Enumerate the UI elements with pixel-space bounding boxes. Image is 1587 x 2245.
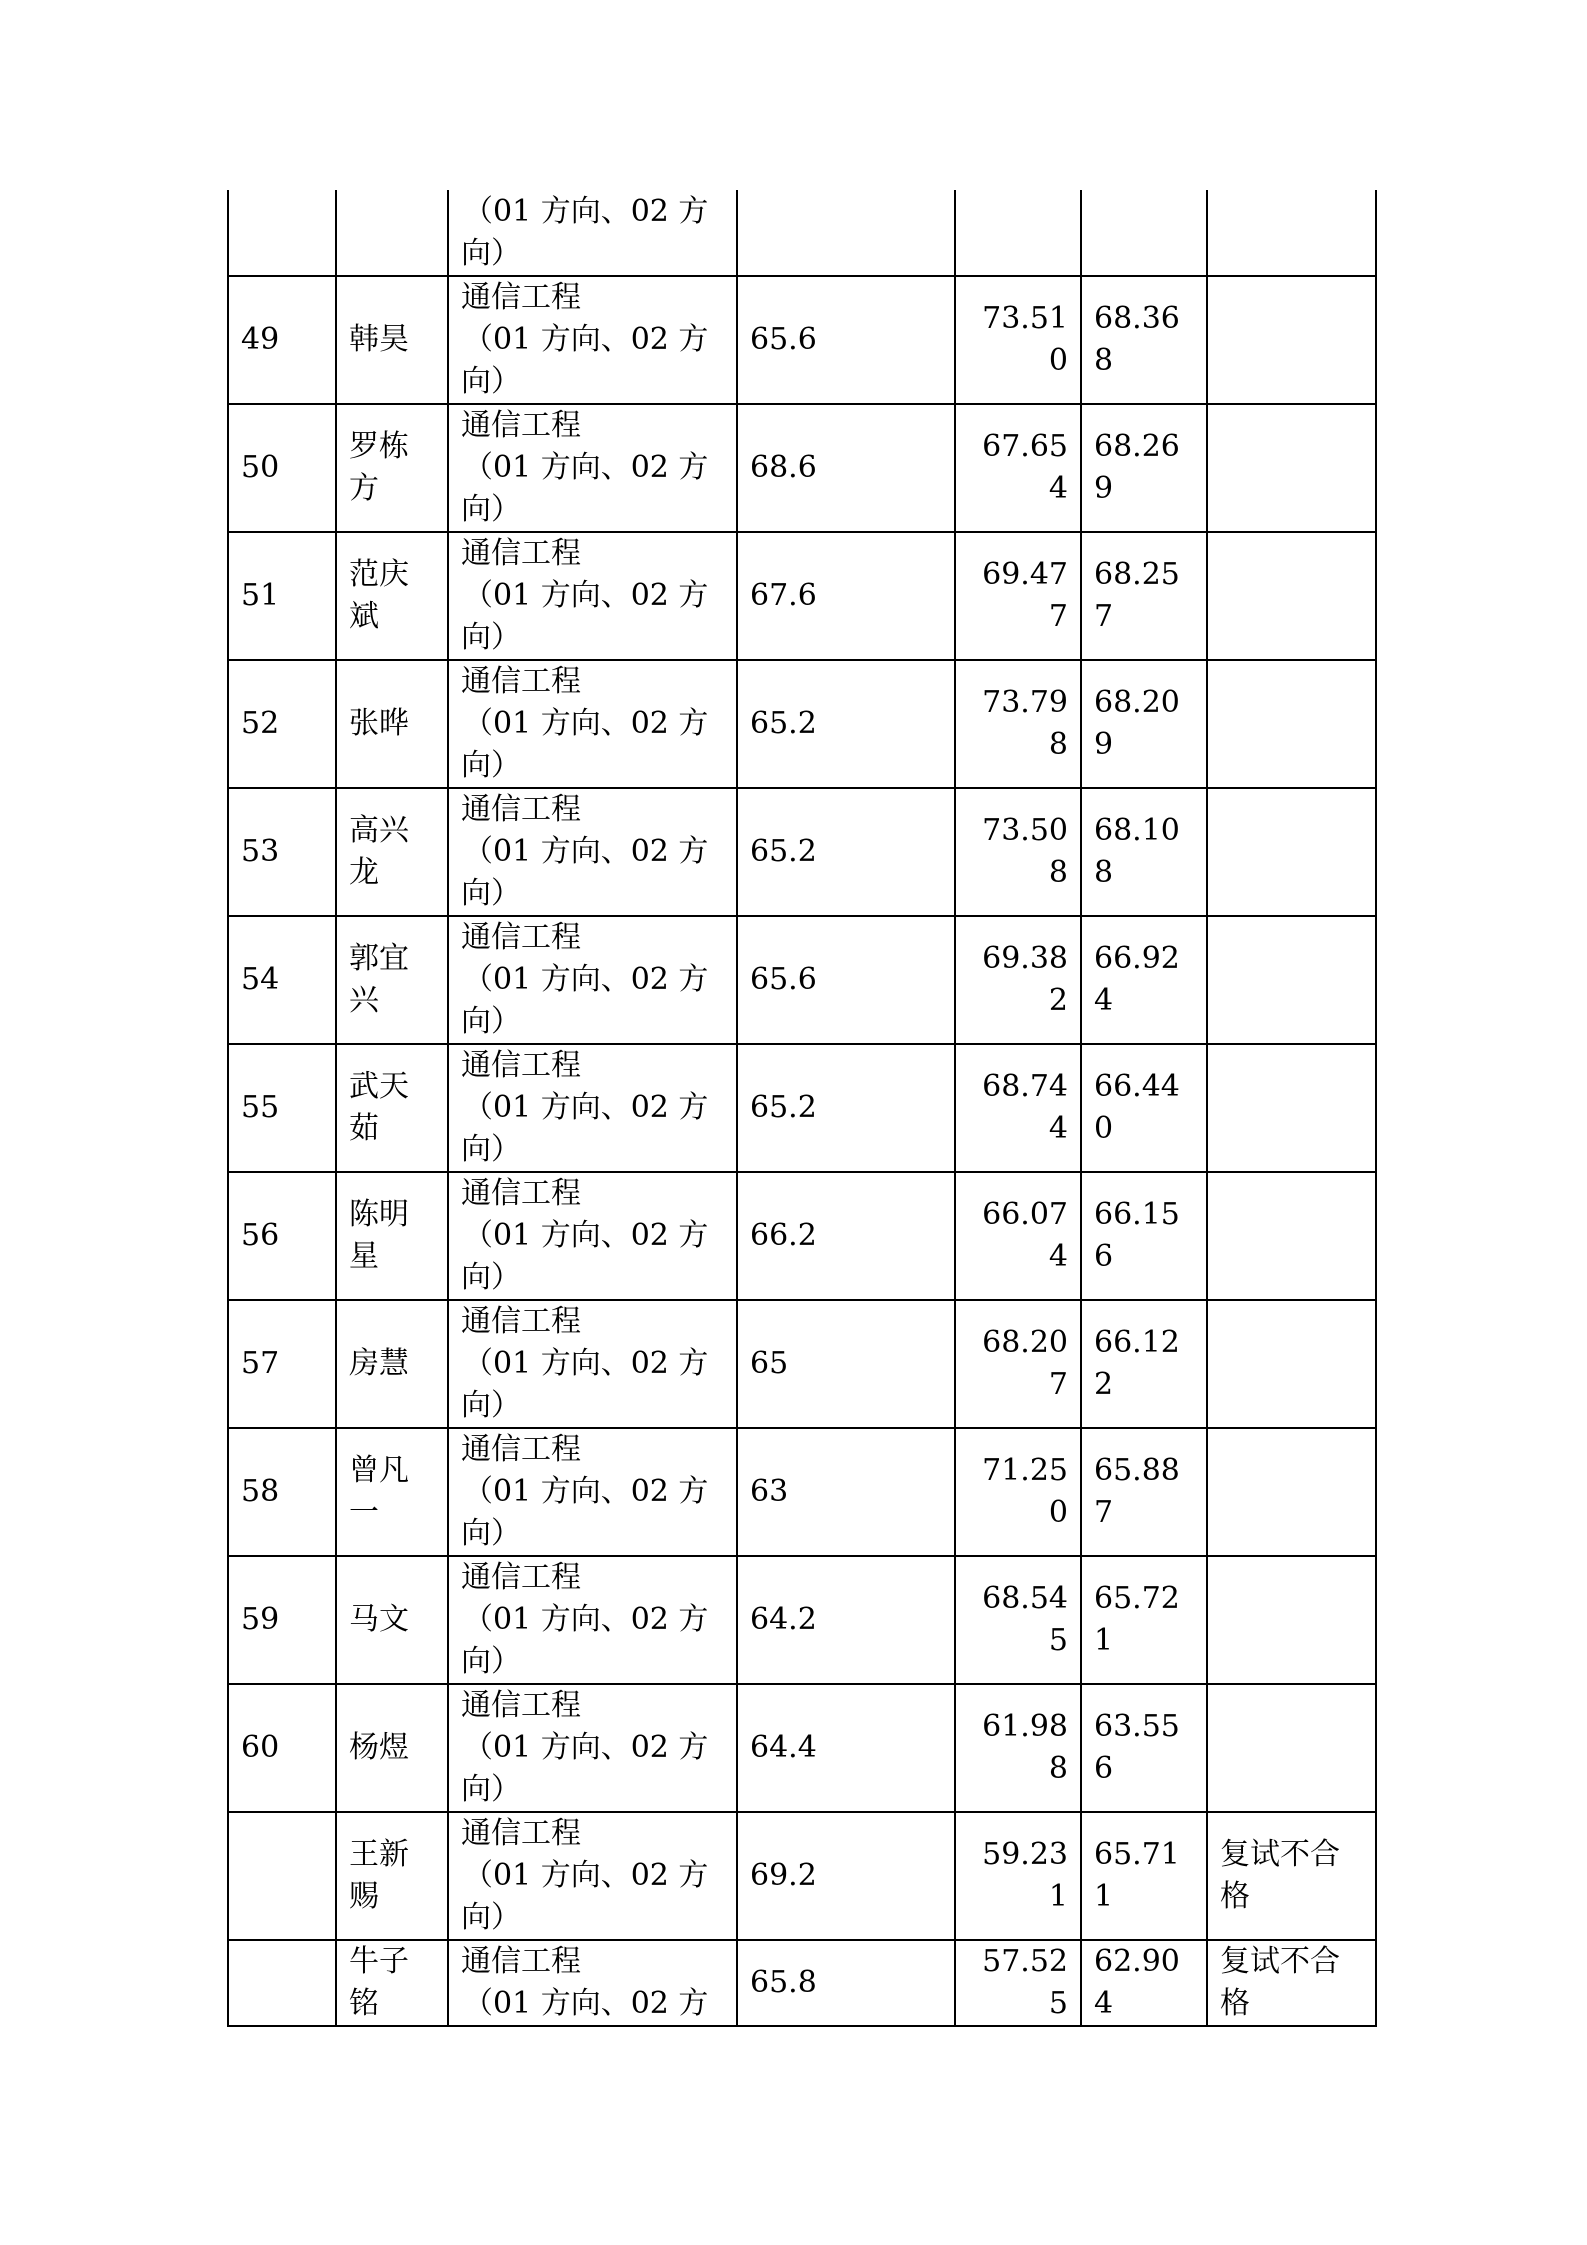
cell-no: 59 [228,1556,336,1684]
major-text-line: 通信工程 [461,1304,581,1339]
major-text-line: （01 方向、02 方 [463,962,709,997]
cell-total: 66.122 [1081,1300,1207,1428]
cell-score2: 73.510 [955,276,1081,404]
major-text-line: 向） [461,1260,521,1295]
major-text-line: 向） [461,1388,521,1423]
cell-total: 68.209 [1081,660,1207,788]
cell-note [1207,916,1376,1044]
cell-note [1207,190,1376,276]
cell-score1: 65.8 [737,1940,955,2026]
major-text-line: 向） [461,364,521,399]
cell-name: 牛子铭 [336,1940,448,2026]
cell-no: 58 [228,1428,336,1556]
major-text-line: （01 方向、02 方 [463,1346,709,1381]
major-text-line: 通信工程 [461,1048,581,1083]
cell-score1: 66.2 [737,1172,955,1300]
cell-no [228,1940,336,2026]
cell-score2: 61.988 [955,1684,1081,1812]
cell-major [448,1556,737,1684]
cell-score1: 64.4 [737,1684,955,1812]
major-text-line: 通信工程 [461,920,581,955]
cell-score1: 65.6 [737,276,955,404]
cell-name: 王新赐 [336,1812,448,1940]
cell-score1: 65.2 [737,788,955,916]
cell-major [448,1812,737,1940]
major-text-line: 通信工程 [461,1560,581,1595]
cell-note [1207,1684,1376,1812]
major-text-line: 向） [461,620,521,655]
cell-total: 65.887 [1081,1428,1207,1556]
major-text-line: 向） [461,1900,521,1935]
table-row [228,1812,1376,1940]
cell-score2: 67.654 [955,404,1081,532]
score-table [227,190,1377,2027]
cell-score2 [955,190,1081,276]
major-text-line: （01 方向、02 方 [463,1602,709,1637]
cell-total: 68.108 [1081,788,1207,916]
table-row [228,1172,1376,1300]
cell-name: 曾凡一 [336,1428,448,1556]
cell-total: 68.269 [1081,404,1207,532]
cell-no: 57 [228,1300,336,1428]
cell-name: 张晔 [336,660,448,788]
cell-note [1207,1428,1376,1556]
major-text-line: （01 方向、02 方 [463,1986,709,2021]
cell-note [1207,660,1376,788]
cell-major [448,1044,737,1172]
table-row [228,276,1376,404]
cell-score2: 68.545 [955,1556,1081,1684]
cell-score2: 57.525 [955,1940,1081,2026]
major-text-line: （01 方向、02 方 [463,193,709,229]
cell-score2: 73.508 [955,788,1081,916]
cell-total: 66.924 [1081,916,1207,1044]
major-text-line: 向） [461,876,521,911]
cell-no [228,1812,336,1940]
major-text-line: 通信工程 [461,1432,581,1467]
cell-score2: 71.250 [955,1428,1081,1556]
table-row [228,1556,1376,1684]
cell-total: 65.711 [1081,1812,1207,1940]
cell-no: 52 [228,660,336,788]
cell-note: 复试不合格 [1207,1940,1376,2026]
cell-total: 66.156 [1081,1172,1207,1300]
cell-score1: 65.2 [737,660,955,788]
major-text-line: （01 方向、02 方 [463,578,709,613]
cell-no: 51 [228,532,336,660]
major-text-line: （01 方向、02 方 [463,322,709,357]
cell-note: 复试不合格 [1207,1812,1376,1940]
table-row [228,1300,1376,1428]
major-text-line: （01 方向、02 方 [463,1730,709,1765]
cell-score2: 59.231 [955,1812,1081,1940]
cell-major [448,1172,737,1300]
major-text-line: 向） [461,1004,521,1039]
major-text-line: 向） [461,1132,521,1167]
cell-score2: 68.744 [955,1044,1081,1172]
cell-no: 56 [228,1172,336,1300]
cell-total: 68.257 [1081,532,1207,660]
cell-name: 罗栋方 [336,404,448,532]
major-text-line: 通信工程 [461,1688,581,1723]
major-text-line: （01 方向、02 方 [463,1474,709,1509]
major-text-line: 向） [461,235,521,271]
table-row-fragment [228,190,1376,276]
cell-score1: 65.2 [737,1044,955,1172]
cell-score1 [737,190,955,276]
cell-total [1081,190,1207,276]
cell-major [448,404,737,532]
major-text-line: 向） [461,492,521,527]
cell-total: 66.440 [1081,1044,1207,1172]
table-row [228,1684,1376,1812]
cell-major [448,1684,737,1812]
major-text-line: （01 方向、02 方 [463,1858,709,1893]
cell-score2: 73.798 [955,660,1081,788]
major-text-line: （01 方向、02 方 [463,1090,709,1125]
major-text-line: 通信工程 [461,1816,581,1851]
cell-no: 54 [228,916,336,1044]
cell-score2: 66.074 [955,1172,1081,1300]
cell-note [1207,276,1376,404]
cell-name: 陈明星 [336,1172,448,1300]
cell-major [448,190,737,276]
cell-name [336,190,448,276]
cell-name: 范庆斌 [336,532,448,660]
cell-no [228,190,336,276]
major-text-line: 通信工程 [461,280,581,315]
major-text-line: （01 方向、02 方 [463,706,709,741]
cell-note [1207,1556,1376,1684]
cell-no: 60 [228,1684,336,1812]
major-text-line: 通信工程 [461,1944,581,1979]
cell-name: 高兴龙 [336,788,448,916]
major-text-line: （01 方向、02 方 [463,834,709,869]
cell-score1: 65.6 [737,916,955,1044]
cell-no: 50 [228,404,336,532]
table-row [228,1044,1376,1172]
table-row [228,660,1376,788]
cell-name: 武天茹 [336,1044,448,1172]
cell-name: 杨煜 [336,1684,448,1812]
cell-major [448,1300,737,1428]
cell-name: 房慧 [336,1300,448,1428]
table-row [228,404,1376,532]
cell-score2: 69.382 [955,916,1081,1044]
cell-note [1207,1300,1376,1428]
cell-no: 53 [228,788,336,916]
cell-total: 62.904 [1081,1940,1207,2026]
cell-no: 49 [228,276,336,404]
major-text-line: 通信工程 [461,1176,581,1211]
major-text-line: 向） [461,1772,521,1807]
cell-major [448,660,737,788]
table-row [228,1428,1376,1556]
major-text-line: 通信工程 [461,536,581,571]
cell-note [1207,1044,1376,1172]
major-text-line: （01 方向、02 方 [463,1218,709,1253]
cell-major [448,916,737,1044]
major-text-line: 通信工程 [461,792,581,827]
cell-no: 55 [228,1044,336,1172]
cell-major [448,532,737,660]
cell-major [448,788,737,916]
cell-score1: 65 [737,1300,955,1428]
cell-major [448,1940,737,2026]
cell-score1: 63 [737,1428,955,1556]
cell-score1: 69.2 [737,1812,955,1940]
major-text-line: 通信工程 [461,664,581,699]
cell-total: 68.368 [1081,276,1207,404]
cell-total: 63.556 [1081,1684,1207,1812]
cell-note [1207,404,1376,532]
cell-major [448,1428,737,1556]
table-row [228,916,1376,1044]
cell-note [1207,1172,1376,1300]
table-row [228,788,1376,916]
major-text-line: 向） [461,748,521,783]
cell-score1: 68.6 [737,404,955,532]
cell-name: 马文 [336,1556,448,1684]
cell-score2: 69.477 [955,532,1081,660]
major-text-line: 向） [461,1644,521,1679]
cell-total: 65.721 [1081,1556,1207,1684]
cell-note [1207,532,1376,660]
cell-name: 郭宜兴 [336,916,448,1044]
table-row [228,1940,1376,2026]
major-text-line: 通信工程 [461,408,581,443]
major-text-line: 向） [461,1516,521,1551]
major-text-line: （01 方向、02 方 [463,450,709,485]
cell-major [448,276,737,404]
cell-score2: 68.207 [955,1300,1081,1428]
cell-score1: 64.2 [737,1556,955,1684]
cell-score1: 67.6 [737,532,955,660]
table-row [228,532,1376,660]
cell-name: 韩昊 [336,276,448,404]
cell-note [1207,788,1376,916]
